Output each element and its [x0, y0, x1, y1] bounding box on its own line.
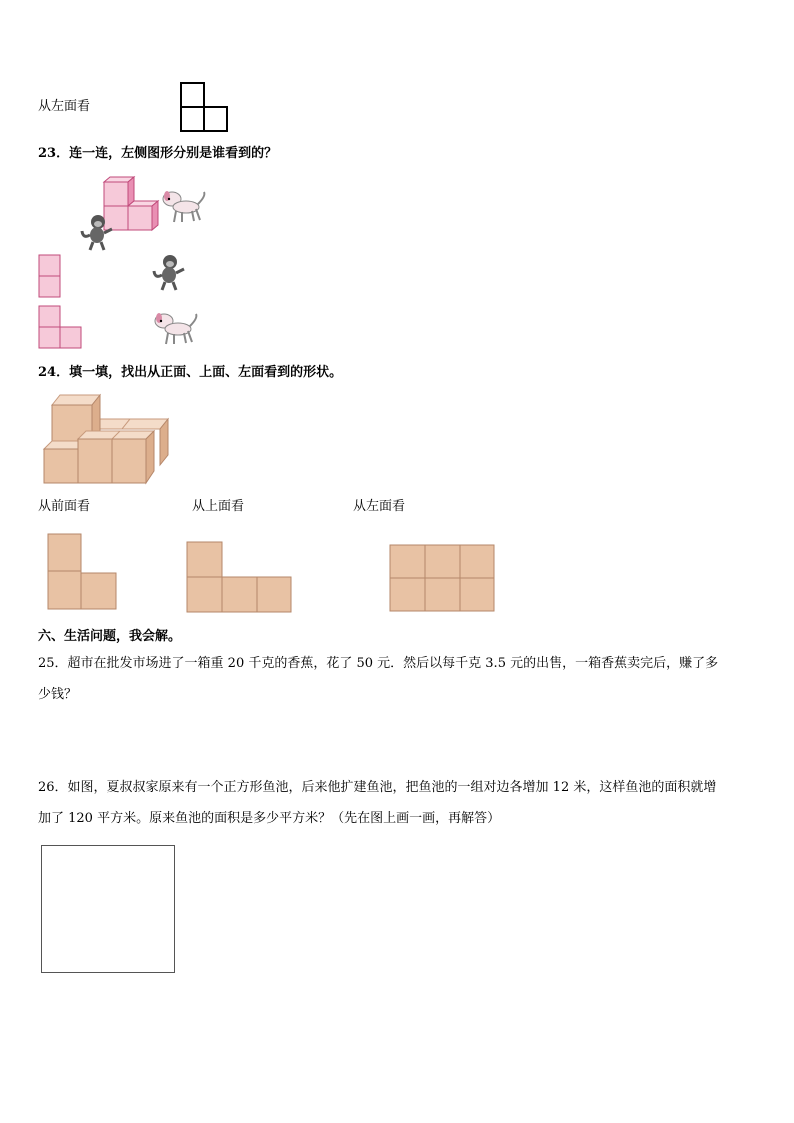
left-view-shape-2	[389, 544, 497, 614]
q23-text: 23．连一连，左侧图形分别是谁看到的？	[38, 146, 278, 161]
left-view-label-2: 从左面看	[353, 499, 406, 514]
q25-line1: 25．超市在批发市场进了一箱重 20 千克的香蕉，花了 50 元．然后以每千克 3.5 元的出售，一箱香蕉卖完后，赚了多	[38, 656, 719, 671]
q24-text: 24．填一填，找出从正面、上面、左面看到的形状。	[38, 365, 343, 380]
left-view-label: 从左面看	[38, 99, 91, 114]
dog-icon	[152, 312, 200, 346]
shape-l	[38, 305, 84, 351]
front-view-label: 从前面看	[38, 499, 91, 514]
monkey-icon	[152, 253, 188, 291]
left-view-shape	[180, 82, 230, 134]
pond-square	[41, 845, 175, 973]
section-title: 六、生活问题，我会解。	[38, 629, 182, 644]
q26-line1: 26．如图，夏叔叔家原来有一个正方形鱼池，后来他扩建鱼池，把鱼池的一组对边各增加 12 米，这样鱼池的面积就增	[38, 780, 717, 795]
dog-icon	[160, 190, 208, 224]
q26-line2: 加了 120 平方米。原来鱼池的面积是多少平方米？（先在图上画一画，再解答）	[38, 811, 501, 826]
front-view-shape	[47, 533, 119, 613]
monkey-icon	[80, 213, 116, 251]
tan-cube-model	[42, 393, 172, 485]
top-view-shape	[186, 541, 294, 615]
top-view-label: 从上面看	[192, 499, 245, 514]
shape-two-stacked	[38, 254, 62, 300]
q25-line2: 少钱？	[38, 687, 78, 702]
